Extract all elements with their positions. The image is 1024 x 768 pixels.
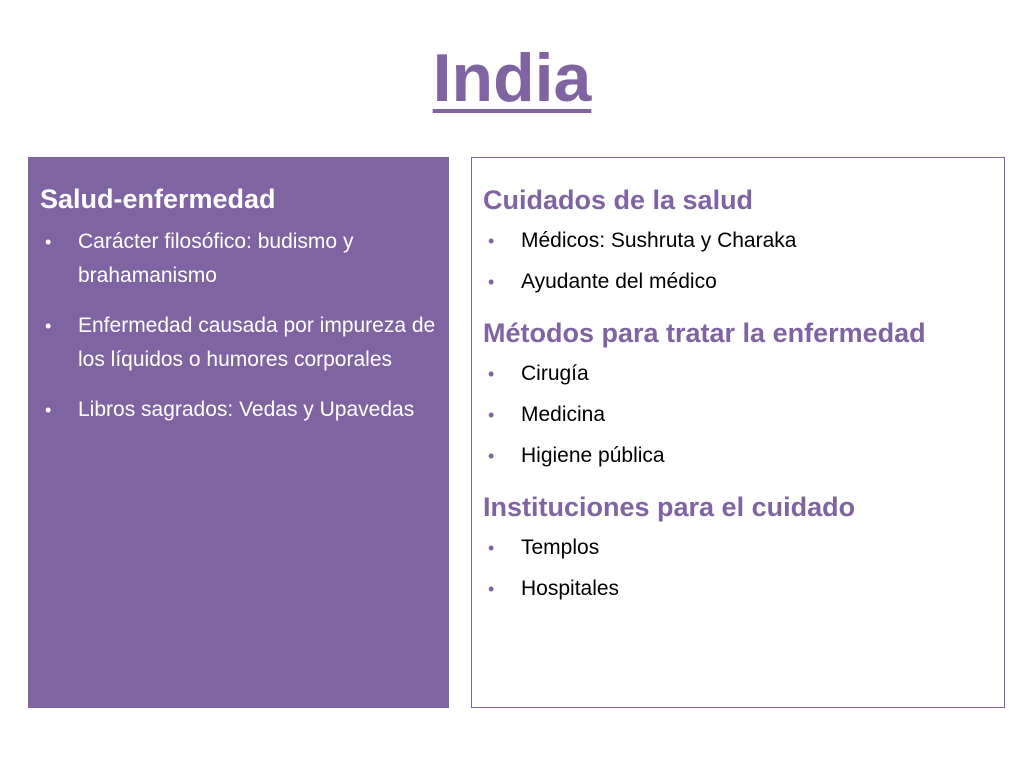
list-item (483, 398, 992, 432)
list-item (483, 531, 992, 565)
section-list-health-care (483, 224, 992, 299)
left-panel-heading: Salud-enfermedad (40, 184, 276, 214)
list-item (40, 225, 437, 293)
list-item (483, 439, 992, 473)
bullet-icon: • (45, 400, 52, 420)
section-heading-care-institutions: Instituciones para el cuidado (483, 492, 856, 522)
list-item-text: Libros sagrados: Vedas y Upavedas (78, 398, 415, 421)
list-item-text: Hospitales (521, 577, 620, 600)
list-item-text: Médicos: Sushruta y Charaka (521, 229, 797, 252)
list-item-text: Templos (521, 536, 600, 559)
list-item-text: Higiene pública (521, 444, 665, 467)
list-item-text: Cirugía (521, 362, 589, 385)
bullet-icon: • (45, 316, 52, 336)
bullet-icon: • (488, 446, 495, 466)
bullet-icon: • (488, 538, 495, 558)
bullet-icon: • (45, 232, 52, 252)
left-panel-list (40, 225, 437, 427)
section-heading-health-care: Cuidados de la salud (483, 185, 754, 215)
list-item-text: Medicina (521, 403, 606, 426)
list-item (483, 265, 992, 299)
section-heading-treatment-methods: Métodos para tratar la enfermedad (483, 318, 926, 348)
list-item (40, 309, 437, 377)
list-item (483, 357, 992, 391)
bullet-icon: • (488, 272, 495, 292)
slide-title: India (432, 40, 592, 116)
list-item-text: Enfermedad causada por impureza de los líquidos o humores corporales (78, 314, 436, 371)
list-item (40, 393, 437, 427)
section-list-treatment-methods (483, 357, 992, 473)
list-item (483, 224, 992, 258)
bullet-icon: • (488, 364, 495, 384)
left-panel (28, 157, 449, 708)
bullet-icon: • (488, 579, 495, 599)
list-item (483, 572, 992, 606)
section-list-care-institutions (483, 531, 992, 606)
list-item-text: Carácter filosófico: budismo y brahamanismo (78, 230, 354, 287)
right-panel (471, 157, 1005, 708)
list-item-text: Ayudante del médico (521, 270, 717, 293)
bullet-icon: • (488, 231, 495, 251)
bullet-icon: • (488, 405, 495, 425)
